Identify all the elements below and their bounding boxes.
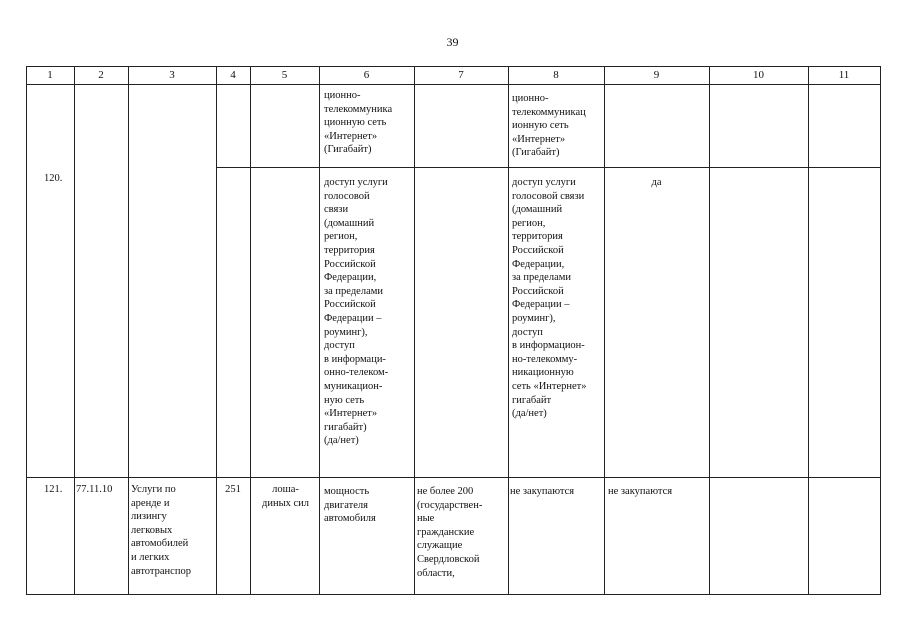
col-border-4 xyxy=(250,66,251,594)
table-bottom-border xyxy=(26,594,881,595)
column-header: 7 xyxy=(458,69,464,81)
column-header: 6 xyxy=(363,69,370,81)
row-121-characteristic: мощность двигателя автомобиля xyxy=(324,486,376,525)
column-header: 5 xyxy=(281,69,288,81)
column-header: 10 xyxy=(753,69,764,81)
col-border-7 xyxy=(508,66,509,594)
row-120-col6-text: доступ услуги голосовой связи (домашний регион, территория Российской Федерации, за пределами Российской Федерации – роуминг), доступ в информаци- онно-телеком- муникацион- ную сеть «Интернет» гигабайт) (да/нет) xyxy=(324,177,389,447)
column-header: 8 xyxy=(553,69,559,81)
continuation-row-border xyxy=(216,167,881,168)
row-121-name: Услуги по аренде и лизингу легковых автомобилей и легких автотранспор xyxy=(131,484,191,577)
row-121-col8-text: не закупаются xyxy=(510,486,575,497)
column-header: 3 xyxy=(169,69,175,81)
continuation-col8-text: ционно- телекоммуникац ионную сеть «Интернет» (Гигабайт) xyxy=(512,93,586,159)
row-121-code: 77.11.10 xyxy=(76,484,113,495)
continuation-col6-text: ционно- телекоммуника ционную сеть «Интернет» (Гигабайт) xyxy=(324,90,393,156)
col-border-0 xyxy=(26,66,27,594)
column-header: 9 xyxy=(653,69,660,81)
column-header: 4 xyxy=(230,69,236,81)
row-121-col9-text: не закупаются xyxy=(608,486,673,497)
column-header: 1 xyxy=(47,69,53,81)
column-header: 11 xyxy=(838,69,850,81)
col-border-1 xyxy=(74,66,75,594)
col-border-8 xyxy=(604,66,605,594)
row-121-number: 121. xyxy=(44,484,63,495)
row-121-unit-name: лоша- диных сил xyxy=(261,484,310,509)
col-border-3 xyxy=(216,66,217,594)
page-number: 39 xyxy=(446,35,459,49)
col-border-11 xyxy=(880,66,881,594)
col-border-9 xyxy=(709,66,710,594)
row-120-number: 120. xyxy=(44,173,63,184)
col-border-2 xyxy=(128,66,129,594)
row-121-unit-code: 251 xyxy=(225,484,241,495)
header-bottom-border xyxy=(26,84,881,85)
col-border-6 xyxy=(414,66,415,594)
row-120-col9-text: да xyxy=(651,177,662,188)
col-border-5 xyxy=(319,66,320,594)
row-121-value: не более 200 (государствен- ные гражданские служащие Свердловской области, xyxy=(417,486,483,579)
column-header: 2 xyxy=(98,69,104,81)
row-120-col8-text: доступ услуги голосовой связи (домашний регион, территория Российской Федерации, за пределами Российской Федерации – роуминг), доступ в информацион- но-телекомму- никационную сеть «Интернет» гигабайт (да/нет) xyxy=(512,177,587,420)
data-table xyxy=(26,66,881,596)
row-120-bottom-border xyxy=(26,477,881,478)
col-border-10 xyxy=(808,66,809,594)
